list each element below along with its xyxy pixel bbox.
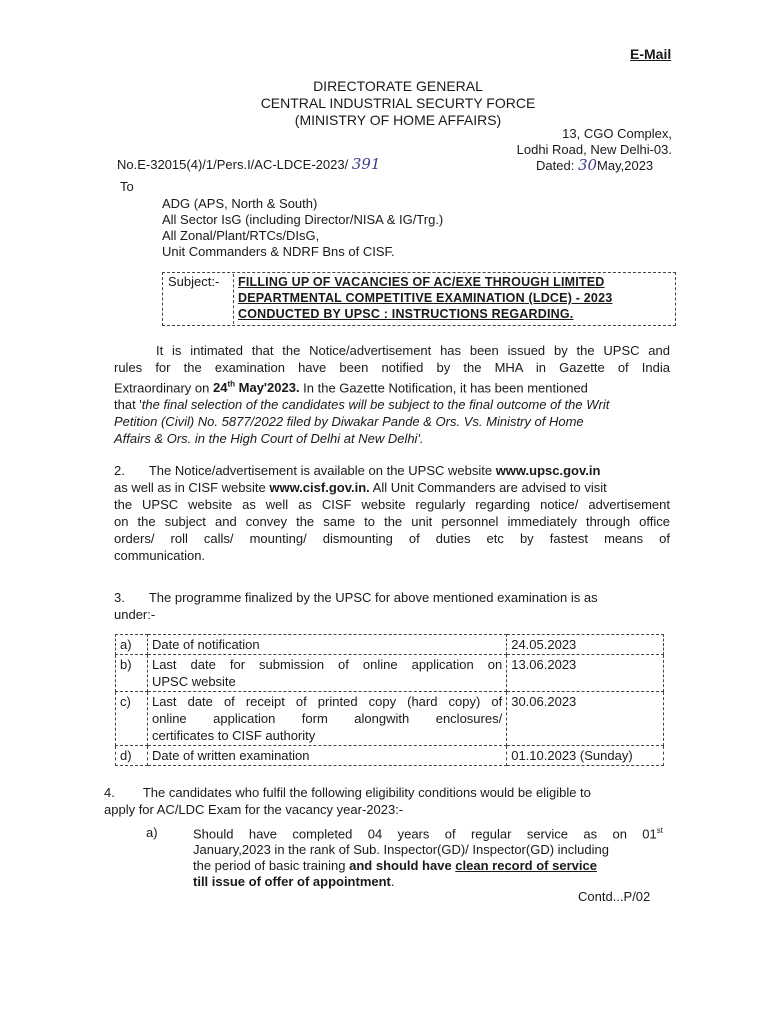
cisf-website: www.cisf.gov.in. <box>269 480 370 495</box>
dated-line <box>536 157 653 174</box>
table-row <box>116 635 664 655</box>
dated-day-handwritten: 30 <box>577 156 598 174</box>
item-a-bold-underlined: clean record of service <box>455 858 597 874</box>
para1-text: that ' <box>114 397 142 413</box>
table-row <box>116 746 664 766</box>
para1-date-day: 24 <box>213 380 228 396</box>
item-a-period: . <box>390 874 395 890</box>
row-desc-line: Last date of receipt of printed copy (hard copy) of <box>151 694 503 709</box>
item-a-text-part: the period of basic training <box>193 858 350 874</box>
item-a-line-1 <box>193 823 663 842</box>
recipient-line: Unit Commanders & NDRF Bns of CISF. <box>162 244 395 259</box>
para1-text: Extraordinary on <box>114 380 213 396</box>
reference-text: No.E-32015(4)/1/Pers.I/AC-LDCE-2023/ <box>117 157 349 172</box>
para1-line-3 <box>114 376 670 396</box>
para1-line-4 <box>114 396 670 413</box>
continued-note: Contd...P/02 <box>578 889 651 904</box>
address-line-2: Lodhi Road, New Delhi-03. <box>516 142 672 157</box>
row-key: c) <box>116 692 148 746</box>
item-a-key: a) <box>146 825 158 840</box>
row-description <box>147 692 506 746</box>
table-row <box>116 655 664 692</box>
paragraph-3 <box>114 589 670 623</box>
address-block <box>500 126 672 158</box>
para3-line-2: under:- <box>114 607 156 622</box>
recipient-line: All Sector IsG (including Director/NISA & IG/Trg.) <box>162 212 444 227</box>
item-a-suffix: st <box>656 826 663 835</box>
letterhead-line-1: DIRECTORATE GENERAL <box>313 78 483 94</box>
para4-line-2: apply for AC/LDC Exam for the vacancy year-2023:- <box>104 802 404 817</box>
dated-rest: May,2023 <box>597 158 654 173</box>
recipient-line: All Zonal/Plant/RTCs/DIsG, <box>162 228 320 243</box>
para3-line-1 <box>114 589 670 606</box>
recipients <box>162 196 443 260</box>
item-a-line-3 <box>193 858 663 874</box>
letterhead <box>0 78 768 129</box>
item-a-line-4 <box>193 874 663 890</box>
paragraph-2 <box>114 462 670 564</box>
para2-line-6: communication. <box>114 548 206 563</box>
subject-divider <box>233 274 234 324</box>
dated-label: Dated: <box>536 158 575 173</box>
upsc-website: www.upsc.gov.in <box>495 463 601 478</box>
to-label: To <box>120 179 134 194</box>
row-date: 24.05.2023 <box>507 635 664 655</box>
row-key: d) <box>116 746 148 766</box>
row-description <box>147 746 506 766</box>
para1-date-month: May'2023. <box>235 380 300 396</box>
para2-line-5: orders/ roll calls/ mounting/ dismounting of duties etc by fastest means of <box>114 531 670 546</box>
row-desc-line: certificates to CISF authority <box>151 728 316 743</box>
item-a-bold: and should have <box>349 858 456 874</box>
para1-date <box>213 380 300 395</box>
para1-line-2: rules for the examination have been notified by the MHA in Gazette of India <box>114 360 670 375</box>
para1-text: In the Gazette Notification, it has been mentioned <box>299 380 588 396</box>
row-date: 13.06.2023 <box>507 655 664 692</box>
para4-line-1 <box>104 784 670 801</box>
para1-line-6: Affairs & Ors. in the High Court of Delhi at New Delhi'. <box>114 431 424 447</box>
subject-label: Subject:- <box>168 274 220 289</box>
para3-number: 3. <box>114 590 125 605</box>
para1-line-5: Petition (Civil) No. 5877/2022 filed by Diwakar Pande & Ors. Vs. Ministry of Home <box>114 414 584 430</box>
para2-text: as well as in CISF website <box>114 480 270 495</box>
address-line-1: 13, CGO Complex, <box>562 126 672 141</box>
paragraph-4 <box>104 784 670 818</box>
para4-number: 4. <box>104 785 115 800</box>
para1-quote: the final selection of the candidates will be subject to the final outcome of the Writ <box>141 397 610 413</box>
paragraph-1 <box>114 342 670 447</box>
row-description <box>147 635 506 655</box>
row-key: b) <box>116 655 148 692</box>
para1-line-1: It is intimated that the Notice/advertisement has been issued by the UPSC and <box>156 343 670 358</box>
para2-line-3: the UPSC website as well as CISF website regularly regarding notice/ advertisement <box>114 497 670 512</box>
email-tag: E-Mail <box>630 46 672 62</box>
para4-text: The candidates who fulfil the following eligibility conditions would be eligible to <box>142 785 591 800</box>
item-a-text <box>193 823 663 890</box>
item-a-bold: till issue of offer of appointment <box>193 874 391 890</box>
schedule-table <box>115 634 664 766</box>
letterhead-line-3: (MINISTRY OF HOME AFFAIRS) <box>294 112 502 128</box>
row-date: 30.06.2023 <box>507 692 664 746</box>
row-desc-line: Date of notification <box>151 637 260 652</box>
para2-line-1 <box>114 462 670 479</box>
row-desc-line: UPSC website <box>151 674 236 689</box>
subject-line-2: DEPARTMENTAL COMPETITIVE EXAMINATION (LDCE) - 2023 <box>238 291 613 305</box>
reference-handwritten: 391 <box>351 155 381 173</box>
para2-text: All Unit Commanders are advised to visit <box>369 480 607 495</box>
table-row <box>116 692 664 746</box>
row-key: a) <box>116 635 148 655</box>
para2-line-4: on the subject and convey the same to the unit personnel immediately through office <box>114 514 670 529</box>
reference-number <box>117 156 380 173</box>
item-a-text-part: Should have completed 04 years of regular service as on 01 <box>193 826 657 842</box>
row-date: 01.10.2023 (Sunday) <box>507 746 664 766</box>
row-description <box>147 655 506 692</box>
subject-text <box>238 274 670 322</box>
recipient-line: ADG (APS, North & South) <box>162 196 318 211</box>
letterhead-line-2: CENTRAL INDUSTRIAL SECURTY FORCE <box>260 95 536 111</box>
row-desc-line: online application form alongwith enclosures/ <box>151 711 503 726</box>
para2-line-2 <box>114 479 670 496</box>
para2-text: The Notice/advertisement is available on the UPSC website <box>148 463 496 478</box>
para1-date-suffix: th <box>227 380 236 389</box>
para2-number: 2. <box>114 463 125 478</box>
item-a-line-2: January,2023 in the rank of Sub. Inspector(GD)/ Inspector(GD) including <box>193 842 609 858</box>
subject-line-1: FILLING UP OF VACANCIES OF AC/EXE THROUGH LIMITED <box>238 275 605 289</box>
subject-line-3: CONDUCTED BY UPSC : INSTRUCTIONS REGARDING. <box>238 307 574 321</box>
row-desc-line: Last date for submission of online application on <box>151 657 503 672</box>
para3-text: The programme finalized by the UPSC for above mentioned examination is as <box>148 590 598 605</box>
row-desc-line: Date of written examination <box>151 748 310 763</box>
